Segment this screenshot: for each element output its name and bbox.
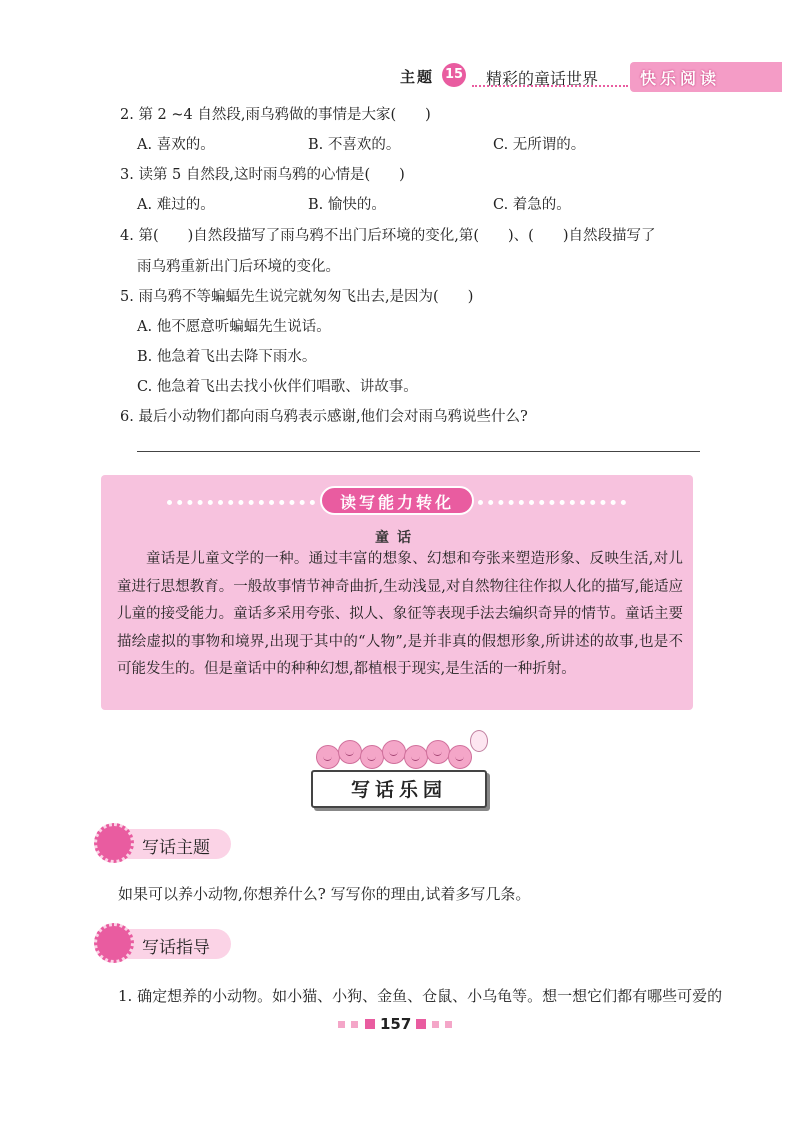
question-2-option-b: B. 不喜欢的。 xyxy=(308,137,401,153)
info-box-body: 童话是儿童文学的一种。通过丰富的想象、幻想和夸张来塑造形象、反映生活,对儿童进行思想教育。一般故事情节神奇曲折,生动浅显,对自然物往往作拟人化的描写,能适应儿童的接受能力。童话多采用夸张、拟人、象征等表现手法去编织奇异的情节。童话主要描绘虚拟的事物和境界,出现于其中的“人物”,是并非真的假想形象,所讲述的故事,也是不可能发生的。但是童话中的种种幻想,都植根于现实,是生活的一种折射。 xyxy=(117,551,683,677)
footer-square xyxy=(365,1019,375,1029)
balloon-icon xyxy=(470,730,488,752)
flower-icon xyxy=(94,823,134,863)
flower-icon xyxy=(94,923,134,963)
question-5-option-a: A. 他不愿意听蝙蝠先生说话。 xyxy=(137,319,331,335)
page-number: 157 xyxy=(380,1015,412,1033)
question-3-option-a: A. 难过的。 xyxy=(137,197,215,213)
question-2-option-a: A. 喜欢的。 xyxy=(137,137,215,153)
question-3-option-b: B. 愉快的。 xyxy=(308,197,386,213)
banner-dots-right xyxy=(478,500,626,505)
question-2-option-c: C. 无所谓的。 xyxy=(493,137,586,153)
cartoon-head-icon xyxy=(360,745,384,769)
guide-heading: 写话指导 xyxy=(142,938,210,958)
section-tab-label: 快乐阅读 xyxy=(640,69,721,88)
writing-garden-title: 写话乐园 xyxy=(350,779,447,801)
unit-title: 精彩的童话世界 xyxy=(486,69,599,88)
answer-line xyxy=(137,451,700,452)
question-5-option-b: B. 他急着飞出去降下雨水。 xyxy=(137,349,317,365)
question-4-line-1: 4. 第( )自然段描写了雨乌鸦不出门后环境的变化,第( )、( )自然段描写了 xyxy=(120,228,656,244)
cartoon-head-icon xyxy=(404,745,428,769)
footer-dot xyxy=(338,1021,345,1028)
theme-text: 如果可以养小动物,你想养什么? 写写你的理由,试着多写几条。 xyxy=(118,885,531,903)
question-2: 2. 第 2 ~4 自然段,雨乌鸦做的事情是大家( ) xyxy=(120,107,431,123)
footer-dot xyxy=(432,1021,439,1028)
question-3: 3. 读第 5 自然段,这时雨乌鸦的心情是( ) xyxy=(120,167,405,183)
footer-dot xyxy=(351,1021,358,1028)
topic-number-badge: 15 xyxy=(442,63,466,87)
cartoon-head-icon xyxy=(316,745,340,769)
question-5: 5. 雨乌鸦不等蝙蝠先生说完就匆匆飞出去,是因为( ) xyxy=(120,289,474,305)
footer-dot xyxy=(445,1021,452,1028)
guide-text: 1. 确定想养的小动物。如小猫、小狗、金鱼、仓鼠、小乌龟等。想一想它们都有哪些可爱的 xyxy=(118,987,723,1005)
banner-dots-left xyxy=(167,500,315,505)
cartoon-head-icon xyxy=(448,745,472,769)
header-dotted-line xyxy=(472,85,628,87)
cartoon-head-icon xyxy=(382,740,406,764)
info-box-banner-label: 读写能力转化 xyxy=(339,493,454,512)
topic-label: 主题 xyxy=(400,68,435,86)
cartoon-head-icon xyxy=(338,740,362,764)
info-box-title: 童话 xyxy=(375,530,419,546)
cartoon-head-icon xyxy=(426,740,450,764)
question-6: 6. 最后小动物们都向雨乌鸦表示感谢,他们会对雨乌鸦说些什么? xyxy=(120,409,528,425)
question-4-line-2: 雨乌鸦重新出门后环境的变化。 xyxy=(137,259,340,275)
theme-heading: 写话主题 xyxy=(142,838,210,858)
footer-square xyxy=(416,1019,426,1029)
question-3-option-c: C. 着急的。 xyxy=(493,197,571,213)
question-5-option-c: C. 他急着飞出去找小伙伴们唱歌、讲故事。 xyxy=(137,379,418,395)
